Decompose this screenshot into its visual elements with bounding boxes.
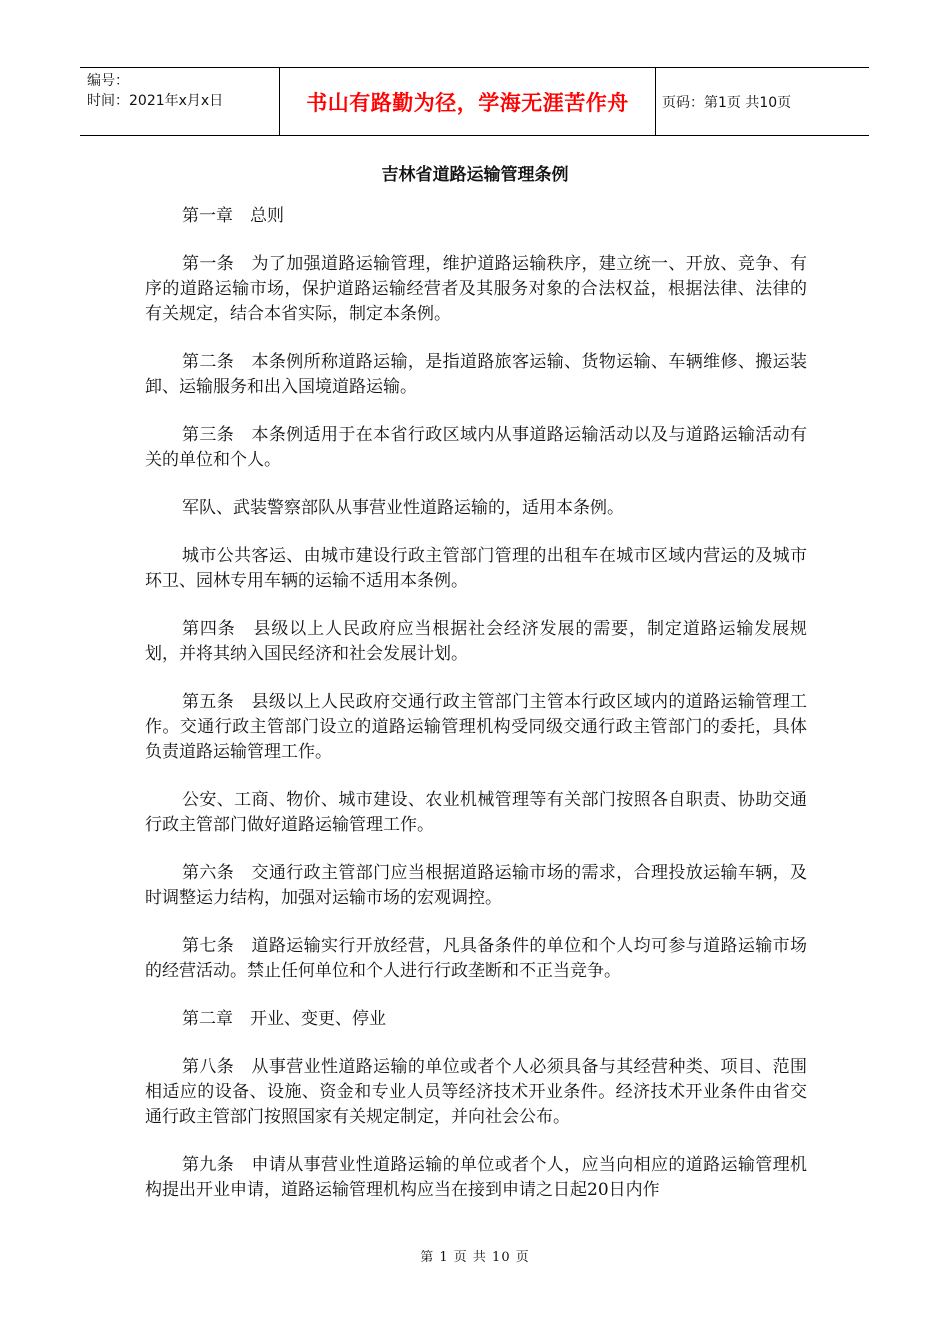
header-meta-cell (80, 68, 280, 135)
page-info-text: 页码：第1页 共10页 (662, 94, 792, 111)
paragraph: 城市公共客运、由城市建设行政主管部门管理的出租车在城市区域内营运的及城市环卫、园林专用车辆的运输不适用本条例。 (145, 546, 807, 591)
paragraph: 第七条 道路运输实行开放经营，凡具备条件的单位和个人均可参与道路运输市场的经营活动。禁止任何单位和个人进行行政垄断和不正当竞争。 (145, 936, 807, 981)
paragraph: 第六条 交通行政主管部门应当根据道路运输市场的需求，合理投放运输车辆，及时调整运力结构，加强对运输市场的宏观调控。 (145, 863, 807, 908)
motto-cell (280, 68, 656, 135)
paragraph: 第九条 申请从事营业性道路运输的单位或者个人，应当向相应的道路运输管理机构提出开业申请，道路运输管理机构应当在接到申请之日起20日内作 (145, 1155, 807, 1200)
number-label: 编号： (87, 73, 129, 89)
motto-text: 书山有路勤为径，学海无涯苦作舟 (306, 90, 629, 115)
time-label: 时间：2021年x月x日 (87, 93, 224, 109)
page-info-cell (656, 68, 869, 135)
header-table (80, 67, 869, 136)
paragraph: 第八条 从事营业性道路运输的单位或者个人必须具备与其经营种类、项目、范围相适应的设备、设施、资金和专业人员等经济技术开业条件。经济技术开业条件由省交通行政主管部门按照国家有关规定制定，并向社会公布。 (145, 1057, 807, 1127)
document-body (145, 204, 807, 1226)
paragraph: 第二条 本条例所称道路运输，是指道路旅客运输、货物运输、车辆维修、搬运装卸、运输服务和出入国境道路运输。 (145, 352, 807, 397)
paragraph: 第一条 为了加强道路运输管理，维护道路运输秩序，建立统一、开放、竞争、有序的道路运输市场，保护道路运输经营者及其服务对象的合法权益，根据法律、法律的有关规定，结合本省实际，制定本条例。 (145, 254, 807, 324)
paragraph: 军队、武装警察部队从事营业性道路运输的，适用本条例。 (182, 498, 624, 518)
paragraph: 第一章 总则 (182, 206, 284, 226)
page-footer: 第 1 页 共 10 页 (420, 1250, 530, 1265)
paragraph: 第五条 县级以上人民政府交通行政主管部门主管本行政区域内的道路运输管理工作。交通行政主管部门设立的道路运输管理机构受同级交通行政主管部门的委托，具体负责道路运输管理工作。 (145, 692, 807, 762)
document-title: 吉林省道路运输管理条例 (381, 165, 569, 185)
paragraph: 公安、工商、物价、城市建设、农业机械管理等有关部门按照各自职责、协助交通行政主管部门做好道路运输管理工作。 (145, 790, 807, 835)
paragraph: 第二章 开业、变更、停业 (182, 1009, 386, 1029)
paragraph: 第三条 本条例适用于在本省行政区域内从事道路运输活动以及与道路运输活动有关的单位和个人。 (145, 425, 807, 470)
paragraph: 第四条 县级以上人民政府应当根据社会经济发展的需要，制定道路运输发展规划，并将其纳入国民经济和社会发展计划。 (145, 619, 807, 664)
